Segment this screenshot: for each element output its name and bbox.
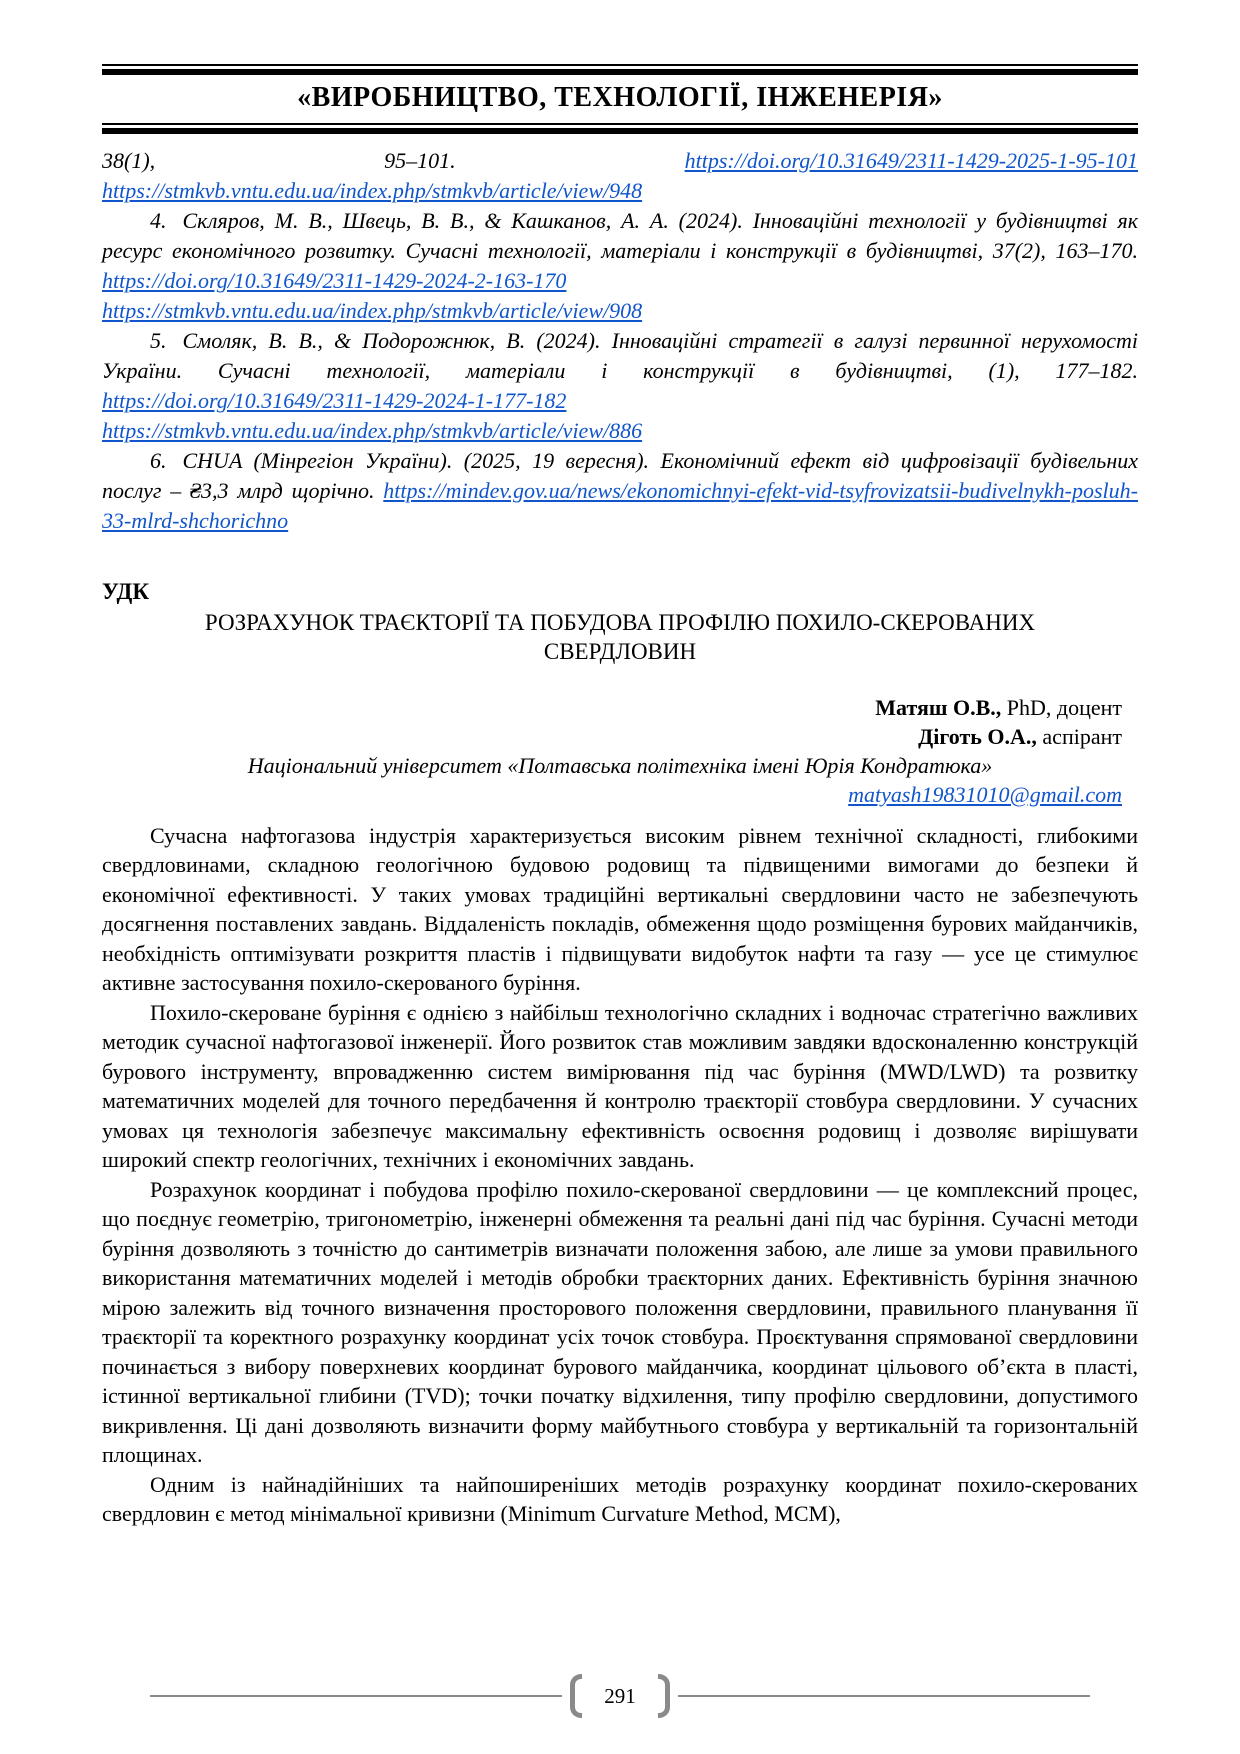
page-number-left-bracket-icon — [570, 1674, 582, 1718]
journal-title: «ВИРОБНИЦТВО, ТЕХНОЛОГІЇ, ІНЖЕНЕРІЯ» — [297, 82, 943, 113]
header-top-thin-rule — [102, 64, 1138, 66]
reference-number: 6. — [150, 447, 167, 473]
page-number-right-bracket-icon — [658, 1674, 670, 1718]
archive-link[interactable]: https://stmkvb.vntu.edu.ua/index.php/stmkvb/article/view/908 — [102, 297, 643, 323]
reference-item-4 — [102, 206, 1138, 326]
footer-rule-right — [678, 1695, 1090, 1697]
reference-text: CHUA (Мінрегіон України). (2025, 19 вересня). Економічний ефект від цифровізації будівельних послуг – ₴3,3 млрд щорічно. — [102, 447, 1138, 503]
news-link[interactable]: https://mindev.gov.ua/news/ekonomichnyi-efekt-vid-tsyfrovizatsii-budivelnykh-posluh-33-mlrd-shchorichno — [102, 477, 1138, 533]
reference-number: 4. — [150, 207, 167, 233]
affiliation: Національний університет «Полтавська політехніка імені Юрія Кондратюка» — [247, 752, 993, 778]
header-bottom-thin-rule — [102, 123, 1138, 125]
references-section — [102, 146, 1138, 536]
page-content — [102, 146, 1138, 1529]
page-footer — [150, 1674, 1090, 1718]
authors-block — [102, 693, 1138, 751]
article-head — [102, 578, 1138, 809]
author-name: Діготь О.А., — [918, 723, 1037, 749]
reference-text: Смоляк, В. В., & Подорожнюк, В. (2024). Інноваційні стратегії в галузі первинної нерухомості України. Сучасні технології, матеріали і конструкції в будівництві, (1), 177–182. — [102, 327, 1138, 383]
reference-pages: 95–101. — [384, 147, 456, 173]
article-body — [102, 821, 1138, 1529]
author-line — [102, 693, 1122, 722]
body-paragraph: Розрахунок координат і побудова профілю похило-скерованої свердловини — це комплексний процес, що поєднує геометрію, тригонометрію, інженерні обмеження та реальні дані під час буріння. Сучасні методи буріння дозволяють з точністю до сантиметрів визначати положення забою, але лише за умови правильного використання математичних моделей і методів обробки траєкторних даних. Ефективність буріння значною мірою залежить від точного визначення просторового положення свердловини, правильного планування її траєкторії та коректного розрахунку координат усіх точок стовбура. Проєктування спрямованої свердловини починається з вибору поверхневих координат бурового майданчика, координат цільового об’єкта в пласті, істинної вертикальної глибини (TVD); точки початку відхилення, типу профілю свердловини, допустимого викривлення. Ці дані дозволяють визначити форму майбутнього стовбура у вертикальній та горизонтальній площинах. — [102, 1176, 1138, 1468]
body-paragraph: Похило-скероване буріння є однією з найбільш технологічно складних і водночас стратегічно важливих методик сучасної нафтогазової інженерії. Його розвиток став можливим завдяки вдосконаленню конструкцій бурового інструменту, впровадженню систем вимірювання під час буріння (MWD/LWD) та розвитку математичних моделей для точного передбачення й контролю траєкторії стовбура свердловини. У сучасних умовах ця технологія забезпечує максимальну ефективність освоєння родовищ і дозволяє вирішувати широкий спектр геологічних, технічних і економічних завдань. — [102, 999, 1138, 1173]
journal-header — [102, 64, 1138, 134]
email-line — [102, 780, 1138, 809]
archive-link[interactable]: https://stmkvb.vntu.edu.ua/index.php/stmkvb/article/view/886 — [102, 417, 643, 443]
reference-text: Скляров, М. В., Швець, В. В., & Кашканов, А. А. (2024). Інноваційні технології у будівництві як ресурс економічного розвитку. Сучасні технології, матеріали і конструкції в будівництві, 37(2), 163–170. — [102, 207, 1138, 263]
reference-continuation — [102, 146, 1138, 206]
body-paragraph: Сучасна нафтогазова індустрія характеризується високим рівнем технічної складності, глибокими свердловинами, складною геологічною будовою родовищ та підвищеними вимогами до безпеки й економічної ефективності. У таких умовах традиційні вертикальні свердловини часто не забезпечують досягнення поставлених завдань. Віддаленість покладів, обмеження щодо розміщення бурових майданчиків, необхідність оптимізувати розкриття пластів і підвищувати видобуток нафти та газу — усе це стимулює активне застосування похило-скерованого буріння. — [102, 822, 1138, 996]
email-link[interactable]: matyash19831010@gmail.com — [848, 781, 1122, 807]
author-role: PhD, доцент — [1006, 694, 1122, 720]
archive-link[interactable]: https://stmkvb.vntu.edu.ua/index.php/stmkvb/article/view/948 — [102, 177, 643, 203]
body-paragraph: Одним із найнадійніших та найпоширеніших методів розрахунку координат похило-скерованих свердловин є метод мінімальної кривизни (Minimum Curvature Method, MCM), — [102, 1471, 1138, 1527]
reference-item-5 — [102, 326, 1138, 446]
reference-volume: 38(1), — [102, 147, 156, 173]
author-name: Матяш О.В., — [875, 694, 1002, 720]
doi-link[interactable]: https://doi.org/10.31649/2311-1429-2025-1-95-101 — [684, 147, 1139, 173]
author-role: аспірант — [1042, 723, 1122, 749]
reference-number: 5. — [150, 327, 167, 353]
doi-link[interactable]: https://doi.org/10.31649/2311-1429-2024-2-163-170 — [102, 267, 567, 293]
author-line — [102, 722, 1122, 751]
page-number: 291 — [604, 1683, 636, 1708]
article-title: РОЗРАХУНОК ТРАЄКТОРІЇ ТА ПОБУДОВА ПРОФІЛЮ ПОХИЛО-СКЕРОВАНИХ СВЕРДЛОВИН — [204, 609, 1036, 664]
reference-item-6 — [102, 446, 1138, 536]
footer-rule-left — [150, 1695, 562, 1697]
doi-link[interactable]: https://doi.org/10.31649/2311-1429-2024-1-177-182 — [102, 387, 567, 413]
header-bottom-thick-rule — [102, 128, 1138, 134]
udc-label: УДК — [102, 578, 150, 604]
